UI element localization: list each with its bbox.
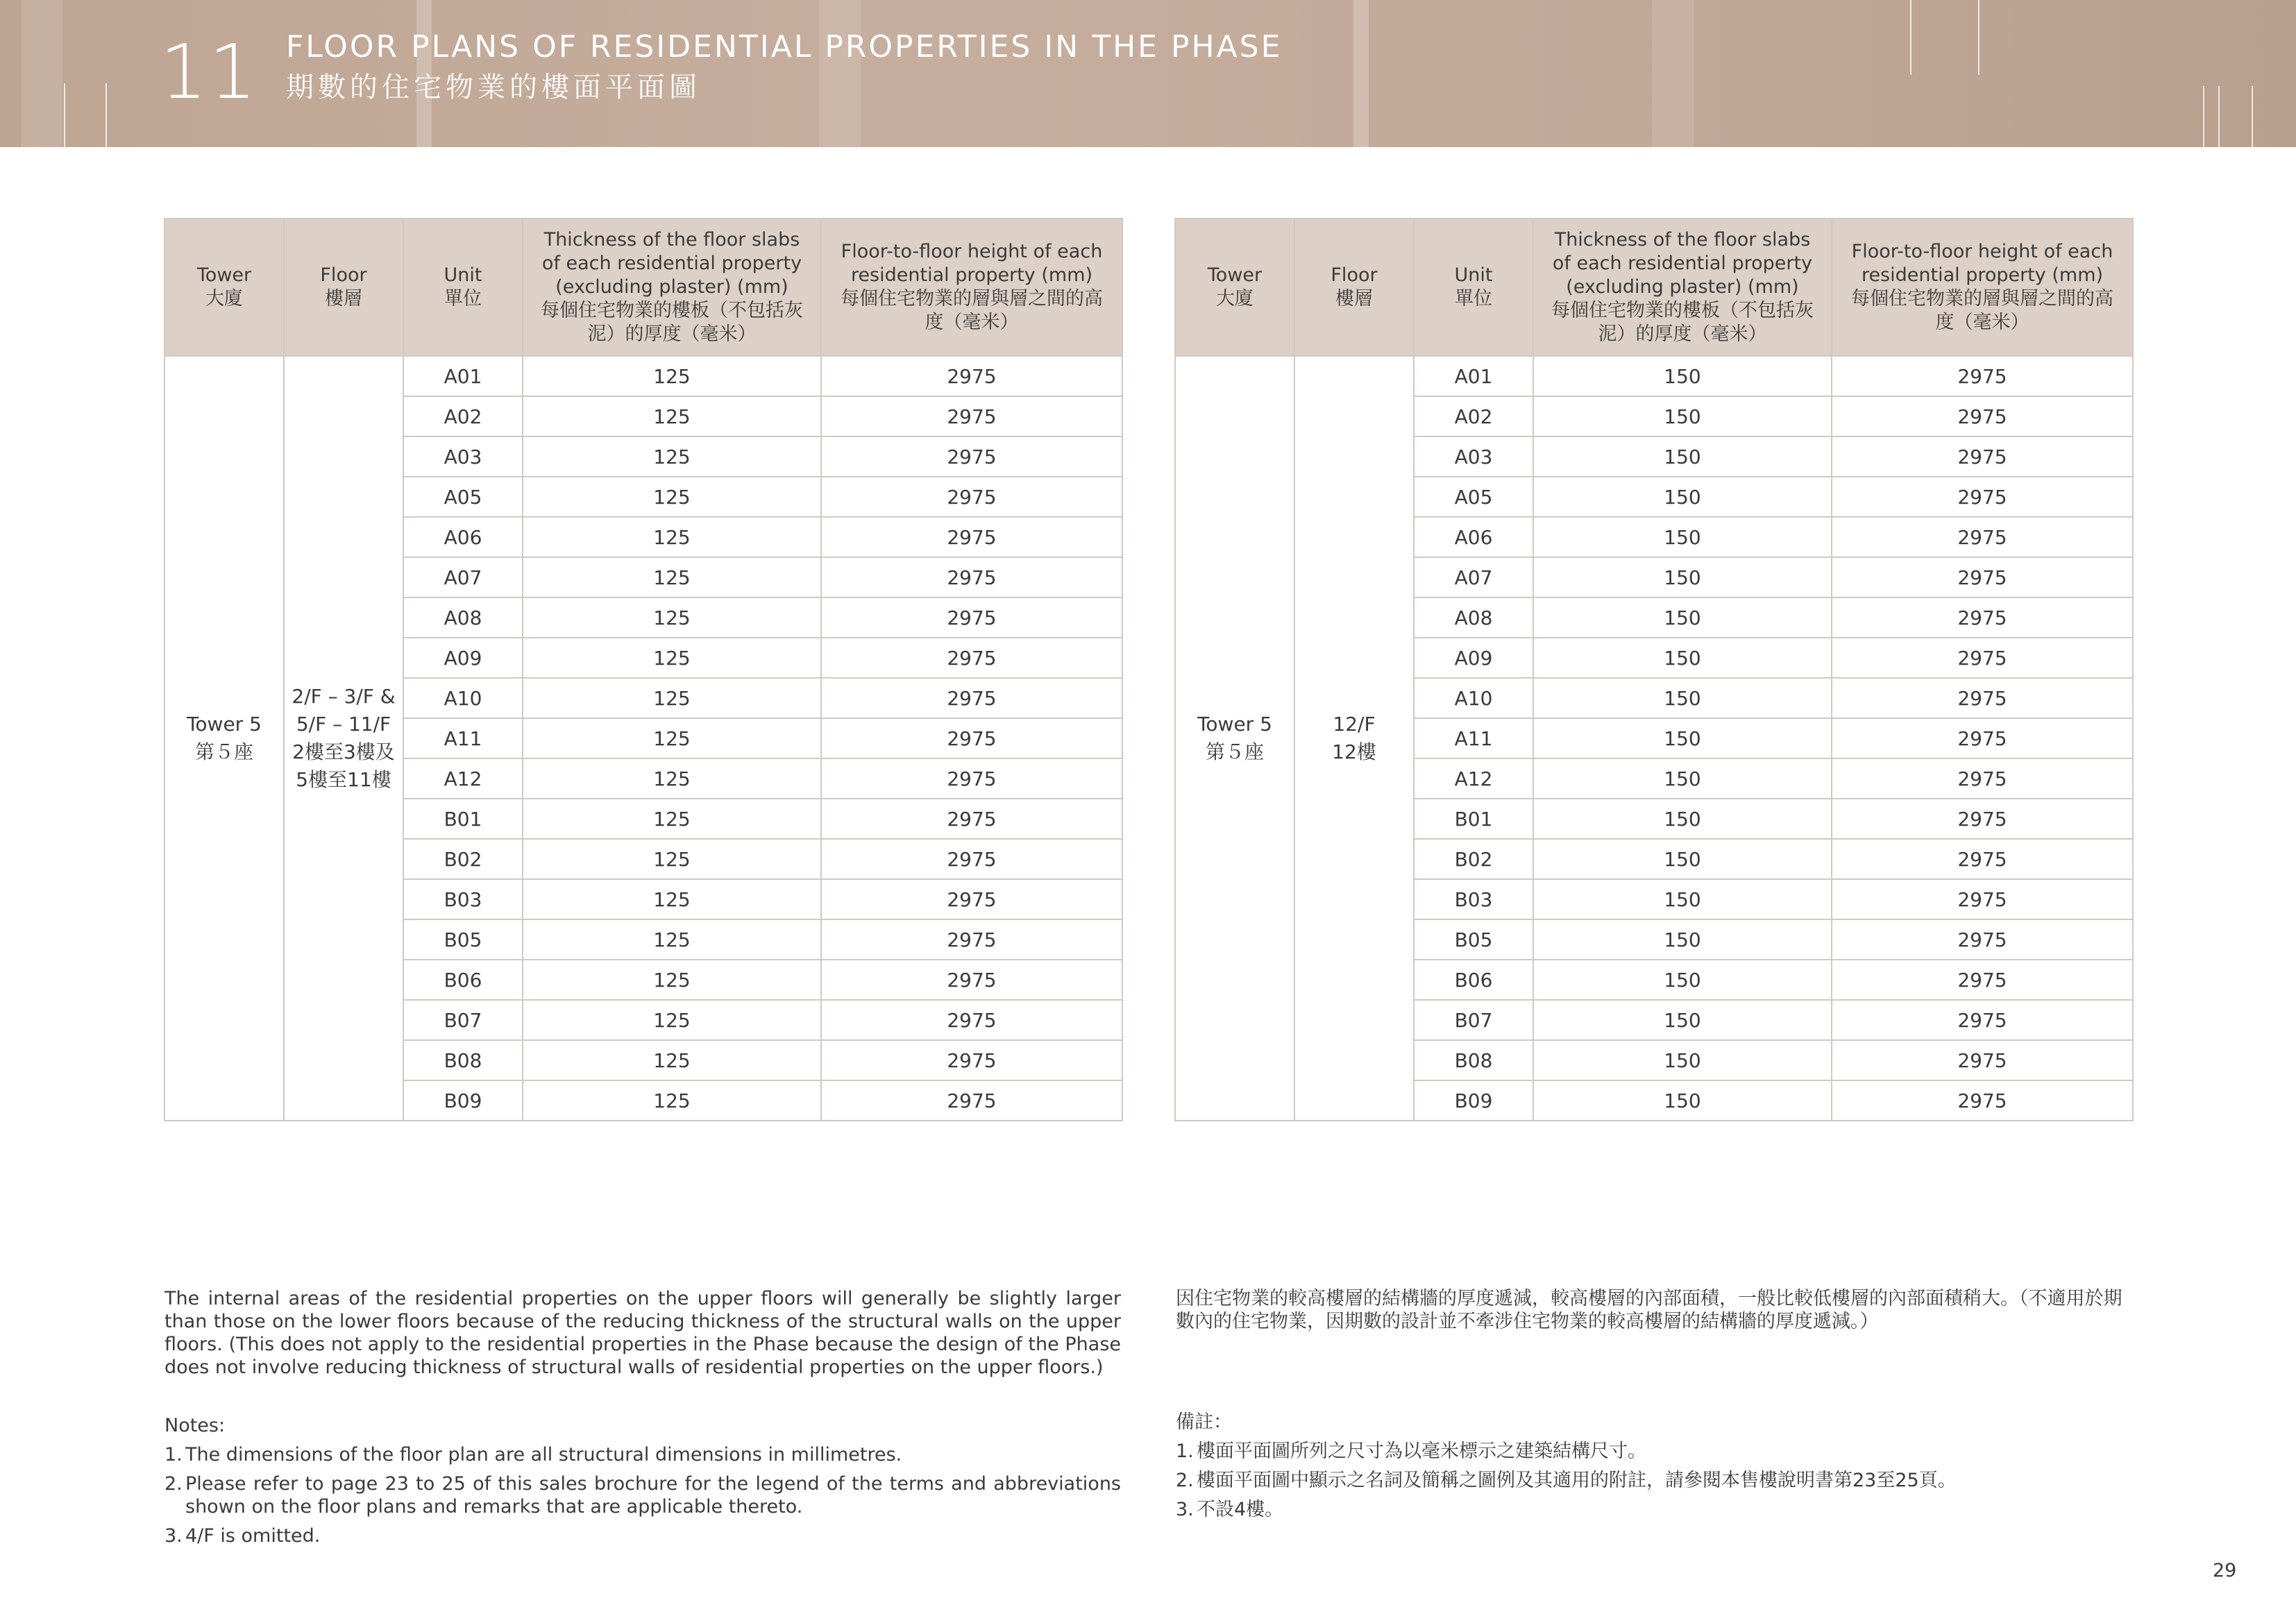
unit-cell: B02 [403,839,523,879]
unit-cell: A11 [1414,718,1533,758]
slab-cell: 150 [1533,919,1832,960]
decorative-stripe [2203,86,2204,147]
height-cell: 2975 [821,678,1122,718]
unit-cell: B07 [403,1000,523,1040]
slab-cell: 150 [1533,799,1832,839]
page-header-banner [0,0,2296,147]
slab-cell: 150 [1533,718,1832,758]
tower-cell: Tower 5 第５座 [164,356,284,1121]
height-cell: 2975 [821,799,1122,839]
floor-cell: 12/F 12樓 [1294,356,1414,1121]
decorative-stripe [1978,0,1980,75]
unit-cell: A11 [403,718,523,758]
column-header-tower: Tower 大廈 [1175,219,1294,356]
height-cell: 2975 [1832,1040,2133,1080]
column-header-floor: Floor 樓層 [1294,219,1414,356]
height-cell: 2975 [1832,517,2133,557]
slab-cell: 150 [1533,758,1832,799]
height-cell: 2975 [1832,356,2133,396]
page-title-en: FLOOR PLANS OF RESIDENTIAL PROPERTIES IN THE PHASE [286,29,1283,65]
height-cell: 2975 [1832,718,2133,758]
unit-cell: A05 [1414,477,1533,517]
slab-cell: 150 [1533,557,1832,597]
unit-cell: A12 [1414,758,1533,799]
column-header-unit: Unit 單位 [403,219,523,356]
height-cell: 2975 [821,758,1122,799]
slab-cell: 125 [523,919,821,960]
unit-cell: A09 [403,638,523,678]
slab-cell: 150 [1533,879,1832,919]
unit-cell: A02 [403,396,523,436]
slab-cell: 125 [523,638,821,678]
slab-cell: 125 [523,960,821,1000]
height-cell: 2975 [1832,758,2133,799]
unit-cell: A07 [403,557,523,597]
height-cell: 2975 [821,1000,1122,1040]
slab-cell: 150 [1533,436,1832,477]
slab-cell: 150 [1533,960,1832,1000]
height-cell: 2975 [1832,436,2133,477]
height-cell: 2975 [821,919,1122,960]
height-cell: 2975 [821,960,1122,1000]
decorative-stripe [2218,86,2220,147]
column-header-slab-thickness: Thickness of the floor slabs of each residential property (excluding plaster) (mm) 每個住宅物業的樓板（不包括灰泥）的厚度（毫米） [1533,219,1832,356]
unit-cell: A01 [1414,356,1533,396]
unit-cell: A03 [403,436,523,477]
unit-cell: A03 [1414,436,1533,477]
column-header-floor: Floor 樓層 [284,219,403,356]
table-header-row [164,219,1122,356]
note-item: 2. Please refer to page 23 to 25 of this sales brochure for the legend of the terms and abbreviations shown on the floor plans and remarks that are applicable thereto. [164,1473,1121,1518]
unit-cell: B01 [403,799,523,839]
height-cell: 2975 [821,597,1122,638]
slab-cell: 150 [1533,517,1832,557]
spec-table-floors-2-11 [164,218,1123,1121]
unit-cell: A08 [1414,597,1533,638]
note-item: 1. The dimensions of the floor plan are all structural dimensions in millimetres. [164,1444,902,1465]
notes-en [164,1414,1121,1554]
table-row [1175,356,2133,396]
unit-cell: A12 [403,758,523,799]
height-cell: 2975 [1832,557,2133,597]
table-row [164,356,1122,396]
slab-cell: 150 [1533,638,1832,678]
decorative-stripe [1910,0,1911,75]
slab-cell: 150 [1533,597,1832,638]
unit-cell: B02 [1414,839,1533,879]
slab-cell: 125 [523,436,821,477]
slab-cell: 125 [523,799,821,839]
unit-cell: A08 [403,597,523,638]
unit-cell: A06 [403,517,523,557]
column-header-floor-height: Floor-to-floor height of each residential property (mm) 每個住宅物業的層與層之間的高度（毫米） [821,219,1122,356]
height-cell: 2975 [821,879,1122,919]
spec-table-floor-12 [1174,218,2134,1121]
height-cell: 2975 [1832,879,2133,919]
height-cell: 2975 [1832,1080,2133,1121]
unit-cell: B08 [403,1040,523,1080]
slab-cell: 150 [1533,356,1832,396]
unit-cell: B06 [403,960,523,1000]
page-title-zh: 期數的住宅物業的樓面平面圖 [286,71,701,103]
slab-cell: 125 [523,597,821,638]
decorative-stripe [105,83,107,147]
height-cell: 2975 [821,396,1122,436]
unit-cell: B09 [1414,1080,1533,1121]
unit-cell: A10 [1414,678,1533,718]
tower-cell: Tower 5 第５座 [1175,356,1294,1121]
height-cell: 2975 [1832,678,2133,718]
unit-cell: B09 [403,1080,523,1121]
height-cell: 2975 [821,638,1122,678]
unit-cell: A06 [1414,517,1533,557]
slab-cell: 150 [1533,1040,1832,1080]
unit-cell: A02 [1414,396,1533,436]
height-cell: 2975 [821,477,1122,517]
table-header-row [1175,219,2133,356]
height-cell: 2975 [1832,638,2133,678]
unit-cell: B06 [1414,960,1533,1000]
height-cell: 2975 [821,718,1122,758]
slab-cell: 125 [523,1000,821,1040]
slab-cell: 150 [1533,839,1832,879]
note-item: 3. 4/F is omitted. [164,1525,321,1547]
slab-cell: 125 [523,718,821,758]
height-cell: 2975 [1832,960,2133,1000]
note-item: 2. 樓面平面圖中顯示之名詞及簡稱之圖例及其適用的附註，請參閱本售樓說明書第23至25頁。 [1176,1470,1957,1491]
height-cell: 2975 [821,839,1122,879]
height-cell: 2975 [821,1080,1122,1121]
intro-paragraph-en: The internal areas of the residential properties on the upper floors will generally be slightly larger than those on the lower floors because of the reducing thickness of the structural walls on the upper floors. (This does not apply to the residential properties in the Phase because the design of the Phase does not involve reducing thickness of structural walls of residential properties on the upper floors.) [164,1288,1121,1378]
column-header-tower: Tower 大廈 [164,219,284,356]
unit-cell: A10 [403,678,523,718]
slab-cell: 150 [1533,477,1832,517]
decorative-stripe [2252,86,2253,147]
height-cell: 2975 [821,517,1122,557]
intro-paragraph-zh: 因住宅物業的較高樓層的結構牆的厚度遞減，較高樓層的內部面積，一般比較低樓層的內部面積稍大。（不適用於期數內的住宅物業，因期數的設計並不牽涉住宅物業的較高樓層的結構牆的厚度遞減。） [1176,1288,2122,1332]
unit-cell: A09 [1414,638,1533,678]
unit-cell: B08 [1414,1040,1533,1080]
slab-cell: 125 [523,758,821,799]
height-cell: 2975 [1832,1000,2133,1040]
unit-cell: B01 [1414,799,1533,839]
unit-cell: B05 [403,919,523,960]
slab-cell: 125 [523,1080,821,1121]
slab-cell: 125 [523,356,821,396]
slab-cell: 150 [1533,678,1832,718]
unit-cell: B03 [403,879,523,919]
notes-zh [1176,1411,2132,1527]
column-header-floor-height: Floor-to-floor height of each residential property (mm) 每個住宅物業的層與層之間的高度（毫米） [1832,219,2133,356]
page-number: 29 [2213,1560,2237,1581]
slab-cell: 150 [1533,396,1832,436]
slab-cell: 125 [523,396,821,436]
slab-cell: 125 [523,517,821,557]
notes-title-en: Notes: [164,1415,226,1436]
height-cell: 2975 [821,1040,1122,1080]
height-cell: 2975 [821,436,1122,477]
slab-cell: 125 [523,477,821,517]
unit-cell: A01 [403,356,523,396]
unit-cell: B07 [1414,1000,1533,1040]
height-cell: 2975 [1832,477,2133,517]
decorative-stripe [1353,0,1369,147]
slab-cell: 125 [523,839,821,879]
slab-cell: 125 [523,557,821,597]
height-cell: 2975 [1832,799,2133,839]
unit-cell: B03 [1414,879,1533,919]
slab-cell: 150 [1533,1080,1832,1121]
unit-cell: B05 [1414,919,1533,960]
column-header-slab-thickness: Thickness of the floor slabs of each residential property (excluding plaster) (mm) 每個住宅物業的樓板（不包括灰泥）的厚度（毫米） [523,219,821,356]
section-number: 11 [160,29,258,116]
note-item: 3. 不設4樓。 [1176,1499,1284,1520]
unit-cell: A07 [1414,557,1533,597]
decorative-stripe [21,0,62,147]
column-header-unit: Unit 單位 [1414,219,1533,356]
note-item: 1. 樓面平面圖所列之尺寸為以毫米標示之建築結構尺寸。 [1176,1441,1646,1462]
slab-cell: 125 [523,1040,821,1080]
height-cell: 2975 [821,557,1122,597]
height-cell: 2975 [1832,919,2133,960]
height-cell: 2975 [821,356,1122,396]
unit-cell: A05 [403,477,523,517]
decorative-stripe [1652,0,1694,147]
slab-cell: 150 [1533,1000,1832,1040]
notes-title-zh: 備註： [1176,1411,1232,1433]
decorative-stripe [819,0,861,147]
height-cell: 2975 [1832,597,2133,638]
height-cell: 2975 [1832,839,2133,879]
floor-cell: 2/F – 3/F & 5/F – 11/F 2樓至3樓及5樓至11樓 [284,356,403,1121]
decorative-stripe [64,83,65,147]
slab-cell: 125 [523,678,821,718]
height-cell: 2975 [1832,396,2133,436]
slab-cell: 125 [523,879,821,919]
